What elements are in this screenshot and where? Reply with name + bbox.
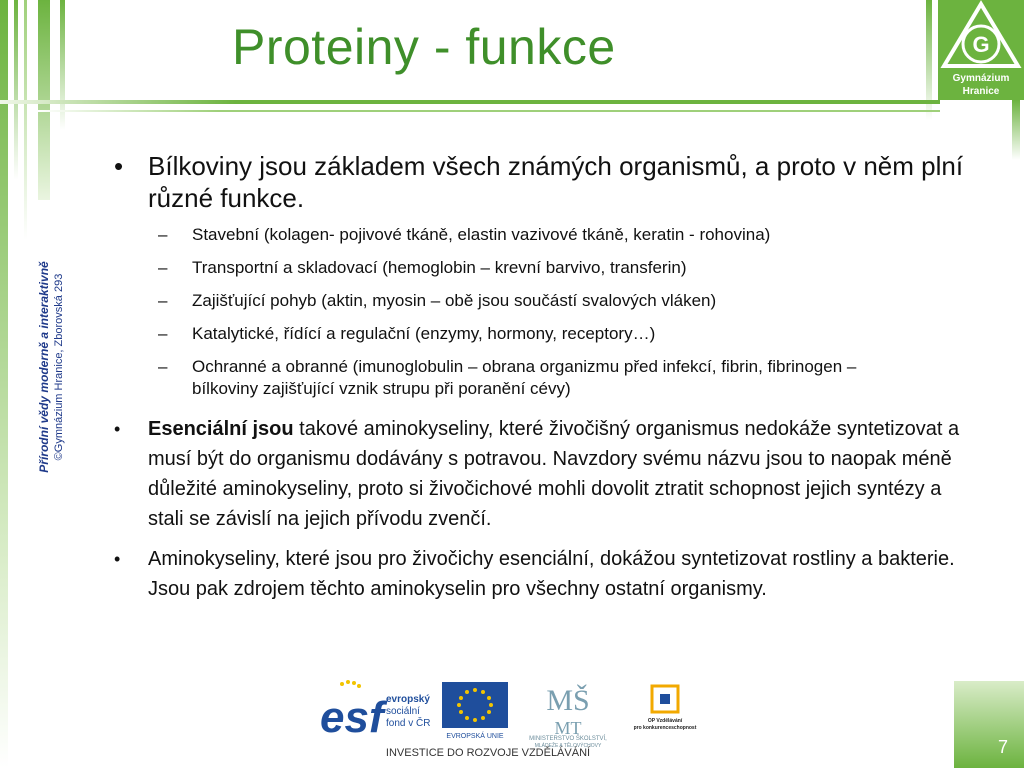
school-logo bbox=[938, 0, 1024, 100]
right-bar-2 bbox=[1012, 100, 1020, 160]
logo-triangle-icon bbox=[938, 0, 1024, 70]
svg-text:MŠ: MŠ bbox=[546, 684, 590, 717]
sub-bullet-text: Stavební (kolagen- pojivové tkáně, elastin vazivové tkáně, keratin - rohovina) bbox=[192, 225, 771, 244]
svg-text:MT: MT bbox=[554, 718, 582, 738]
bullet-main-2 bbox=[110, 414, 980, 534]
logo-letter: G bbox=[972, 32, 990, 57]
sub-bullet bbox=[110, 224, 980, 246]
dash-icon: – bbox=[158, 324, 168, 343]
side-caption-line1: Přírodní vědy moderně a interaktivně bbox=[37, 261, 51, 473]
bullet-dot-icon: • bbox=[114, 419, 121, 439]
bullet-main-3-text: Aminokyseliny, které jsou pro živočichy esenciální, dokážou syntetizovat rostliny a bakterie. Jsou pak zdrojem těchto aminokyselin pro všechny ostatní organismy. bbox=[148, 548, 955, 600]
op-line1: OP Vzdělávání bbox=[647, 718, 683, 724]
bullet-main-3 bbox=[110, 544, 980, 604]
side-caption-line2: ©Gymnázium Hranice, Zborovská 293 bbox=[53, 273, 65, 461]
invest-text: INVESTICE DO ROZVOJE VZDĚLÁVÁNÍ bbox=[385, 747, 591, 759]
bullet-main-1 bbox=[110, 150, 980, 214]
left-bar-2 bbox=[14, 0, 18, 180]
dash-icon: – bbox=[158, 357, 168, 376]
sub-bullet-text: Katalytické, řídící a regulační (enzymy, hormony, receptory…) bbox=[192, 324, 656, 343]
eu-flag bbox=[442, 682, 508, 740]
msmt-line2: MLÁDEŽE A TĚLOVÝCHOVY bbox=[534, 743, 602, 749]
msmt-line1: MINISTERSTVO ŠKOLSTVÍ, bbox=[529, 736, 607, 742]
logo-text-line1: Gymnázium bbox=[952, 73, 1010, 84]
esf-logo bbox=[320, 680, 430, 742]
page-title: Proteiny - funkce bbox=[232, 19, 616, 75]
svg-text:esf: esf bbox=[320, 693, 384, 742]
esf-line3: fond v ČR bbox=[386, 718, 431, 729]
left-bar-1 bbox=[0, 0, 8, 768]
logo-text-line2: Hranice bbox=[962, 86, 1000, 97]
sub-bullet-text: Ochranné a obranné (imunoglobulin – obrana organizmu před infekcí, fibrin, fibrinogen – bílkoviny zajišťující vznik strupu při poranění cévy) bbox=[192, 357, 857, 398]
title-underline bbox=[0, 100, 940, 104]
bullet-main-2-bold: Esenciální jsou bbox=[148, 418, 294, 440]
esf-line1: evropský bbox=[386, 694, 430, 705]
msmt-logo bbox=[529, 684, 607, 749]
footer-logos bbox=[318, 676, 708, 762]
title-underline-thin bbox=[38, 110, 940, 112]
dash-icon: – bbox=[158, 291, 168, 310]
sub-bullet bbox=[110, 290, 980, 312]
side-caption bbox=[14, 200, 66, 530]
sponsor-logos-icon bbox=[318, 676, 708, 762]
sub-bullet bbox=[110, 323, 980, 345]
page-number: 7 bbox=[997, 737, 1008, 757]
sub-bullet-text: Zajišťující pohyb (aktin, myosin – obě jsou součástí svalových vláken) bbox=[192, 291, 717, 310]
dash-icon: – bbox=[158, 258, 168, 277]
slide-content bbox=[110, 150, 980, 614]
op-logo bbox=[634, 686, 697, 731]
bullet-dot-icon: • bbox=[114, 151, 124, 181]
eu-label: EVROPSKÁ UNIE bbox=[446, 733, 504, 740]
dash-icon: – bbox=[158, 225, 168, 244]
op-line2: pro konkurenceschopnost bbox=[633, 725, 697, 731]
page-number-box bbox=[954, 681, 1024, 768]
bullet-dot-icon: • bbox=[114, 549, 121, 569]
bullet-main-1-text: Bílkoviny jsou základem všech známých organismů, a proto v něm plní různé funkce. bbox=[148, 151, 964, 213]
sub-bullet bbox=[110, 257, 980, 279]
bullet-main-2-text: takové aminokyseliny, které živočišný organismus nedokáže syntetizovat a musí být do organismu dodávány s potravou. Navzdory svému názvu jsou to naopak méně důležité aminokyseliny, proto si živočichové mohli dovolit ztratit schopnost jejich syntézy a stali se závislí na jejich přívodu zvenčí. bbox=[148, 418, 960, 530]
sub-bullet bbox=[110, 356, 980, 400]
esf-line2: sociální bbox=[386, 706, 420, 717]
sub-bullet-text: Transportní a skladovací (hemoglobin – krevní barvivo, transferin) bbox=[192, 258, 687, 277]
